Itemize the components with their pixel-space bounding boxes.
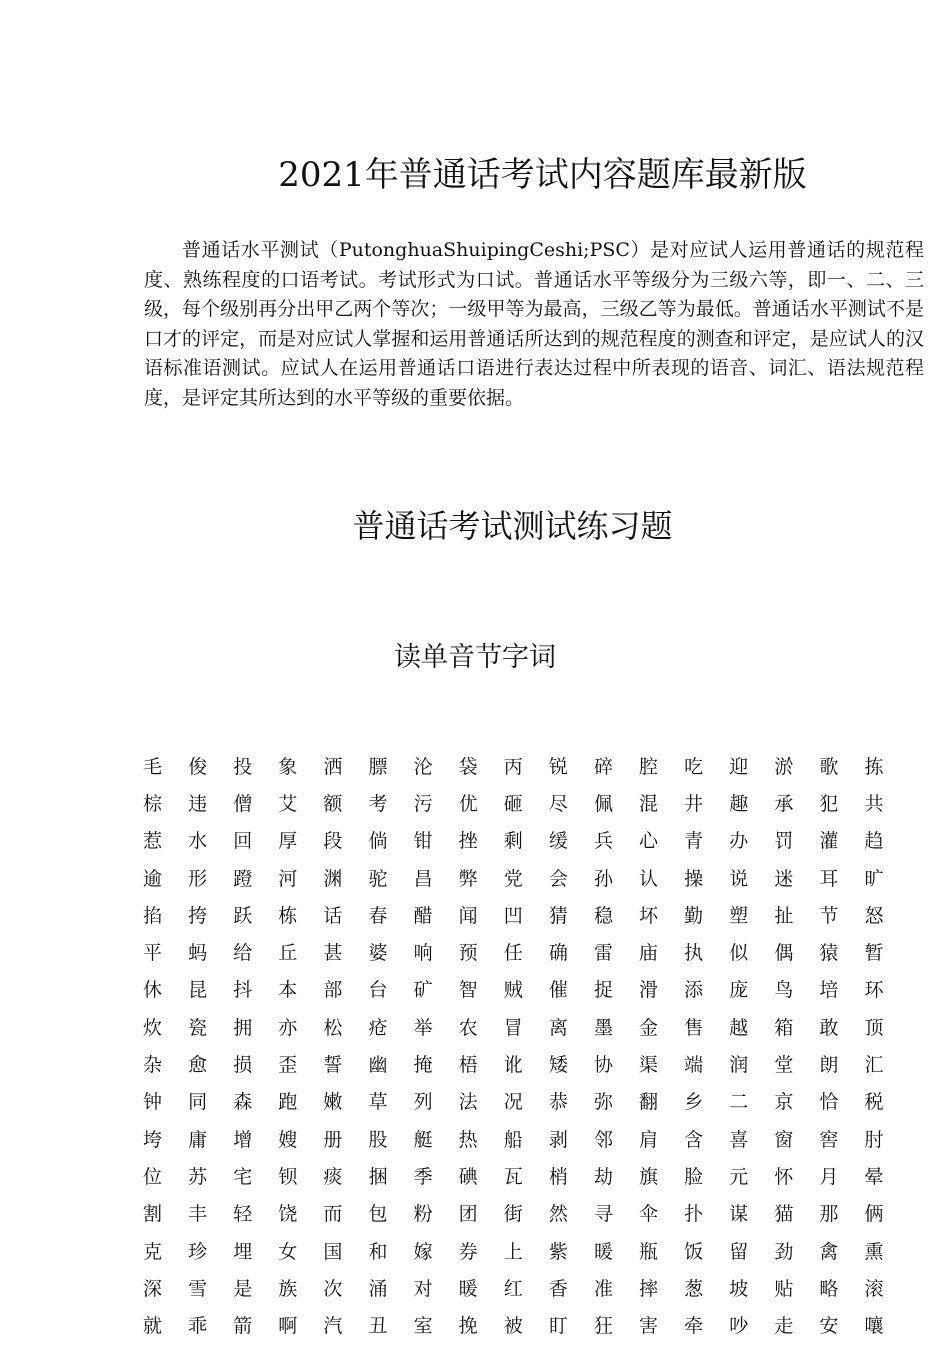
character-cell: 混 [639,792,659,815]
character-cell: 尽 [548,792,568,815]
character-cell: 翻 [639,1091,659,1114]
character-cell: 栋 [278,904,298,927]
character-cell: 朗 [819,1054,839,1077]
character-cell: 况 [503,1091,523,1114]
character-cell: 偶 [774,942,794,965]
character-cell: 艾 [278,792,298,815]
character-cell: 嚷 [864,1315,884,1338]
character-cell: 那 [819,1203,839,1226]
intro-paragraph: 普通话水平测试（PutonghuaShuipingCeshi;PSC）是对应试人运用普通话的规范程度、熟练程度的口语考试。考试形式为口试。普通话水平等级分为三级六等，即一、二、三级，每个级别再分出甲乙两个等次；一级甲等为最高，三级乙等为最低。普通话水平测试不是口才的评定，而是对应试人掌握和运用普通话所达到的规范程度的测查和评定，是应试人的汉语标准语测试。应试人在运用普通话口语进行表达过程中所表现的语音、词汇、语法规范程度，是评定其所达到的水平等级的重要依据。 [144,239,924,409]
character-cell: 操 [684,867,704,890]
character-cell: 离 [548,1016,568,1039]
character-cell: 凹 [503,904,523,927]
character-cell: 任 [503,942,523,965]
character-cell: 拥 [233,1016,253,1039]
character-row [143,1084,903,1121]
character-cell: 驼 [368,867,388,890]
character-cell: 税 [864,1091,884,1114]
character-cell: 膘 [368,755,388,778]
character-row [143,972,903,1009]
character-row [143,1009,903,1046]
character-cell: 似 [729,942,749,965]
character-cell: 培 [819,979,839,1002]
character-cell: 盯 [548,1315,568,1338]
character-cell: 恭 [548,1091,568,1114]
character-cell: 船 [503,1128,523,1151]
character-cell: 掩 [413,1054,433,1077]
character-cell: 趋 [864,830,884,853]
character-cell: 昆 [188,979,208,1002]
character-cell: 轻 [233,1203,253,1226]
character-cell: 杂 [143,1054,163,1077]
character-cell: 迷 [774,867,794,890]
character-cell: 葱 [684,1277,704,1300]
character-cell: 毛 [143,755,163,778]
character-cell: 越 [729,1016,749,1039]
character-cell: 庙 [639,942,659,965]
character-cell: 丘 [278,942,298,965]
character-cell: 猜 [548,904,568,927]
character-cell: 街 [503,1203,523,1226]
character-cell: 埋 [233,1240,253,1263]
character-cell: 俩 [864,1203,884,1226]
character-cell: 丑 [368,1315,388,1338]
character-cell: 然 [548,1203,568,1226]
character-row [143,1270,903,1307]
character-cell: 渠 [639,1054,659,1077]
character-cell: 象 [278,755,298,778]
character-row [143,1233,903,1270]
character-cell: 售 [684,1016,704,1039]
character-cell: 坏 [639,904,659,927]
character-cell: 丙 [503,755,523,778]
character-cell: 庸 [188,1128,208,1151]
character-cell: 乖 [188,1315,208,1338]
character-cell: 对 [413,1277,433,1300]
character-cell: 疮 [368,1016,388,1039]
character-cell: 克 [143,1240,163,1263]
character-cell: 宅 [233,1165,253,1188]
character-cell: 金 [639,1016,659,1039]
character-cell: 位 [143,1165,163,1188]
character-cell: 话 [323,904,343,927]
character-cell: 预 [458,942,478,965]
character-cell: 谋 [729,1203,749,1226]
character-cell: 昌 [413,867,433,890]
character-cell: 猿 [819,942,839,965]
character-cell: 棕 [143,792,163,815]
character-cell: 牵 [684,1315,704,1338]
document-title: 2021年普通话考试内容题库最新版 [278,155,807,195]
character-cell: 捉 [593,979,613,1002]
character-cell: 喜 [729,1128,749,1151]
character-cell: 紫 [548,1240,568,1263]
character-cell: 捆 [368,1165,388,1188]
character-cell: 鸟 [774,979,794,1002]
character-cell: 罚 [774,830,794,853]
character-cell: 腔 [639,755,659,778]
character-cell: 醋 [413,904,433,927]
character-grid [143,748,903,1345]
character-cell: 碘 [458,1165,478,1188]
character-cell: 水 [188,830,208,853]
character-cell: 弥 [593,1091,613,1114]
character-cell: 留 [729,1240,749,1263]
character-cell: 逾 [143,867,163,890]
character-cell: 执 [684,942,704,965]
character-cell: 抖 [233,979,253,1002]
character-row [143,1307,903,1344]
character-cell: 迎 [729,755,749,778]
character-cell: 回 [233,830,253,853]
character-cell: 股 [368,1128,388,1151]
character-cell: 季 [413,1165,433,1188]
character-cell: 寻 [593,1203,613,1226]
character-cell: 响 [413,942,433,965]
character-cell: 热 [458,1128,478,1151]
character-row [143,1196,903,1233]
character-cell: 钡 [278,1165,298,1188]
character-cell: 女 [278,1240,298,1263]
character-cell: 暖 [458,1277,478,1300]
character-cell: 劲 [774,1240,794,1263]
character-cell: 河 [278,867,298,890]
character-cell: 青 [684,830,704,853]
character-cell: 犯 [819,792,839,815]
character-cell: 嫩 [323,1091,343,1114]
character-cell: 啊 [278,1315,298,1338]
character-cell: 矿 [413,979,433,1002]
character-cell: 跑 [278,1091,298,1114]
character-cell: 休 [143,979,163,1002]
character-row [143,934,903,971]
character-cell: 优 [458,792,478,815]
character-cell: 兵 [593,830,613,853]
character-cell: 室 [413,1315,433,1338]
character-row [143,1121,903,1158]
character-cell: 略 [819,1277,839,1300]
character-cell: 协 [593,1054,613,1077]
character-cell: 淤 [774,755,794,778]
character-cell: 箭 [233,1315,253,1338]
character-cell: 愈 [188,1054,208,1077]
character-cell: 闻 [458,904,478,927]
character-cell: 智 [458,979,478,1002]
character-cell: 投 [233,755,253,778]
character-cell: 害 [639,1315,659,1338]
character-cell: 誓 [323,1054,343,1077]
character-cell: 熏 [864,1240,884,1263]
character-cell: 农 [458,1016,478,1039]
character-cell: 挎 [188,904,208,927]
character-cell: 雷 [593,942,613,965]
character-cell: 晕 [864,1165,884,1188]
character-cell: 堂 [774,1054,794,1077]
character-cell: 粉 [413,1203,433,1226]
character-cell: 砸 [503,792,523,815]
character-cell: 甚 [323,942,343,965]
character-cell: 窗 [774,1128,794,1151]
character-cell: 井 [684,792,704,815]
character-cell: 顶 [864,1016,884,1039]
character-cell: 怒 [864,904,884,927]
character-cell: 券 [458,1240,478,1263]
character-cell: 心 [639,830,659,853]
character-cell: 上 [503,1240,523,1263]
character-cell: 倘 [368,830,388,853]
character-cell: 给 [233,942,253,965]
character-row [143,1158,903,1195]
character-cell: 共 [864,792,884,815]
character-cell: 劫 [593,1165,613,1188]
character-cell: 确 [548,942,568,965]
character-cell: 被 [503,1315,523,1338]
character-cell: 挫 [458,830,478,853]
character-cell: 部 [323,979,343,1002]
character-cell: 雪 [188,1277,208,1300]
character-cell: 肘 [864,1128,884,1151]
character-cell: 元 [729,1165,749,1188]
character-cell: 考 [368,792,388,815]
character-cell: 涌 [368,1277,388,1300]
character-cell: 惹 [143,830,163,853]
character-cell: 讹 [503,1054,523,1077]
character-cell: 稳 [593,904,613,927]
character-cell: 损 [233,1054,253,1077]
character-cell: 弊 [458,867,478,890]
character-cell: 蚂 [188,942,208,965]
character-cell: 增 [233,1128,253,1151]
character-cell: 饶 [278,1203,298,1226]
character-cell: 办 [729,830,749,853]
character-cell: 节 [819,904,839,927]
character-cell: 割 [143,1203,163,1226]
character-cell: 掐 [143,904,163,927]
character-cell: 梧 [458,1054,478,1077]
character-cell: 族 [278,1277,298,1300]
character-cell: 袋 [458,755,478,778]
character-cell: 窖 [819,1128,839,1151]
character-cell: 沦 [413,755,433,778]
character-cell: 灌 [819,830,839,853]
character-cell: 厚 [278,830,298,853]
character-cell: 剥 [548,1128,568,1151]
character-cell: 形 [188,867,208,890]
character-row [143,897,903,934]
character-cell: 草 [368,1091,388,1114]
character-cell: 暂 [864,942,884,965]
character-cell: 添 [684,979,704,1002]
character-cell: 嫁 [413,1240,433,1263]
character-cell: 炊 [143,1016,163,1039]
character-cell: 就 [143,1315,163,1338]
character-cell: 扑 [684,1203,704,1226]
character-row [143,823,903,860]
character-cell: 吵 [729,1315,749,1338]
character-cell: 钳 [413,830,433,853]
character-cell: 和 [368,1240,388,1263]
character-cell: 瓦 [503,1165,523,1188]
character-cell: 梢 [548,1165,568,1188]
character-cell: 瓷 [188,1016,208,1039]
character-row [143,860,903,897]
character-cell: 渊 [323,867,343,890]
character-cell: 俊 [188,755,208,778]
character-cell: 拣 [864,755,884,778]
character-cell: 污 [413,792,433,815]
character-cell: 同 [188,1091,208,1114]
character-cell: 贴 [774,1277,794,1300]
character-cell: 摔 [639,1277,659,1300]
character-cell: 垮 [143,1128,163,1151]
character-cell: 汽 [323,1315,343,1338]
character-cell: 勤 [684,904,704,927]
character-cell: 森 [233,1091,253,1114]
character-cell: 贼 [503,979,523,1002]
character-cell: 锐 [548,755,568,778]
character-cell: 安 [819,1315,839,1338]
character-cell: 催 [548,979,568,1002]
character-cell: 僧 [233,792,253,815]
character-cell: 伞 [639,1203,659,1226]
character-cell: 幽 [368,1054,388,1077]
character-cell: 准 [593,1277,613,1300]
character-cell: 丰 [188,1203,208,1226]
character-row [143,1046,903,1083]
character-cell: 举 [413,1016,433,1039]
section-heading: 读单音节字词 [394,642,556,673]
character-cell: 墨 [593,1016,613,1039]
character-cell: 狂 [593,1315,613,1338]
character-cell: 塑 [729,904,749,927]
character-cell: 邻 [593,1128,613,1151]
character-cell: 含 [684,1128,704,1151]
character-cell: 违 [188,792,208,815]
character-cell: 珍 [188,1240,208,1263]
character-cell: 缓 [548,830,568,853]
character-cell: 环 [864,979,884,1002]
character-cell: 艇 [413,1128,433,1151]
character-cell: 痰 [323,1165,343,1188]
character-cell: 箱 [774,1016,794,1039]
character-cell: 京 [774,1091,794,1114]
character-cell: 松 [323,1016,343,1039]
character-cell: 册 [323,1128,343,1151]
character-cell: 苏 [188,1165,208,1188]
character-cell: 会 [548,867,568,890]
character-cell: 春 [368,904,388,927]
exercise-title: 普通话考试测试练习题 [352,507,673,545]
character-cell: 暖 [593,1240,613,1263]
character-row [143,748,903,785]
character-cell: 香 [548,1277,568,1300]
character-cell: 认 [639,867,659,890]
character-cell: 乡 [684,1091,704,1114]
character-cell: 吃 [684,755,704,778]
character-cell: 敢 [819,1016,839,1039]
character-cell: 党 [503,867,523,890]
character-cell: 洒 [323,755,343,778]
character-cell: 耳 [819,867,839,890]
character-cell: 深 [143,1277,163,1300]
character-cell: 旷 [864,867,884,890]
character-cell: 歌 [819,755,839,778]
character-cell: 亦 [278,1016,298,1039]
character-cell: 冒 [503,1016,523,1039]
character-cell: 趣 [729,792,749,815]
character-cell: 段 [323,830,343,853]
character-cell: 蹬 [233,867,253,890]
character-cell: 法 [458,1091,478,1114]
character-cell: 团 [458,1203,478,1226]
character-cell: 二 [729,1091,749,1114]
character-cell: 瓶 [639,1240,659,1263]
character-cell: 钟 [143,1091,163,1114]
character-cell: 旗 [639,1165,659,1188]
character-cell: 矮 [548,1054,568,1077]
character-cell: 嫂 [278,1128,298,1151]
character-cell: 跃 [233,904,253,927]
character-cell: 肩 [639,1128,659,1151]
character-cell: 佩 [593,792,613,815]
character-cell: 猫 [774,1203,794,1226]
character-cell: 孙 [593,867,613,890]
character-cell: 润 [729,1054,749,1077]
character-cell: 滑 [639,979,659,1002]
character-cell: 本 [278,979,298,1002]
character-cell: 承 [774,792,794,815]
character-cell: 汇 [864,1054,884,1077]
character-cell: 婆 [368,942,388,965]
character-cell: 坡 [729,1277,749,1300]
character-cell: 次 [323,1277,343,1300]
character-cell: 滚 [864,1277,884,1300]
character-cell: 是 [233,1277,253,1300]
character-cell: 国 [323,1240,343,1263]
character-cell: 歪 [278,1054,298,1077]
character-cell: 怀 [774,1165,794,1188]
character-cell: 脸 [684,1165,704,1188]
character-cell: 剩 [503,830,523,853]
character-cell: 禽 [819,1240,839,1263]
character-cell: 列 [413,1091,433,1114]
character-cell: 月 [819,1165,839,1188]
character-cell: 而 [323,1203,343,1226]
character-cell: 走 [774,1315,794,1338]
character-cell: 包 [368,1203,388,1226]
character-cell: 恰 [819,1091,839,1114]
character-cell: 庞 [729,979,749,1002]
character-cell: 红 [503,1277,523,1300]
character-cell: 碎 [593,755,613,778]
character-cell: 饭 [684,1240,704,1263]
character-cell: 台 [368,979,388,1002]
character-cell: 端 [684,1054,704,1077]
character-cell: 扯 [774,904,794,927]
character-row [143,785,903,822]
character-cell: 额 [323,792,343,815]
character-cell: 挽 [458,1315,478,1338]
character-cell: 说 [729,867,749,890]
character-cell: 平 [143,942,163,965]
